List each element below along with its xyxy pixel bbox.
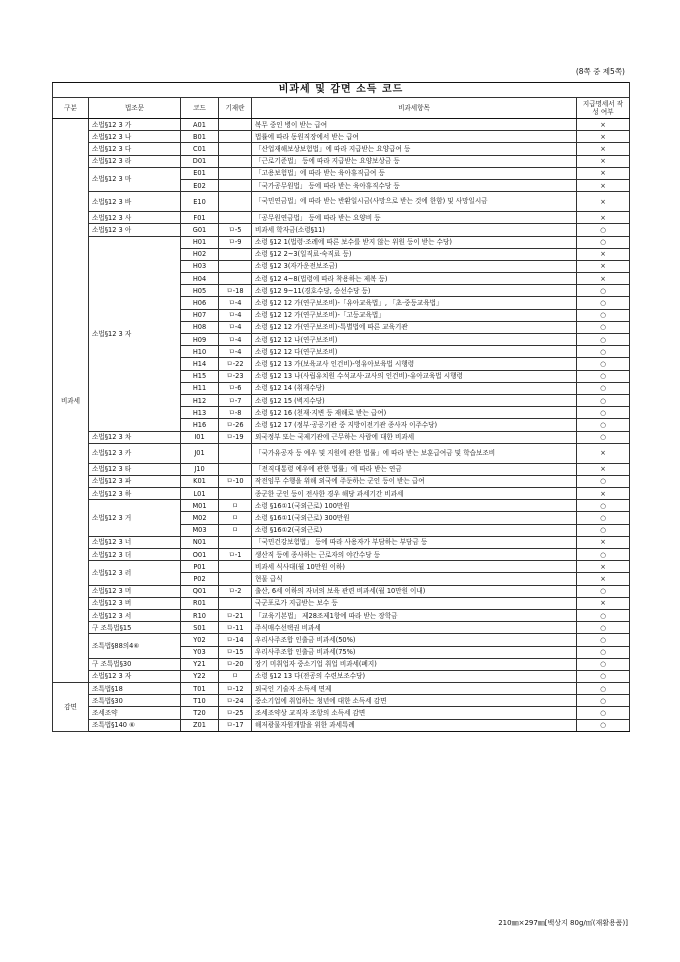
form-entry-cell: ㅁ — [219, 524, 252, 536]
form-entry-cell: ㅁ-6 — [219, 382, 252, 394]
form-entry-cell: ㅁ-9 — [219, 236, 252, 248]
form-entry-cell — [219, 248, 252, 260]
code-cell: H15 — [181, 370, 219, 382]
law-cell: 소법§12 3 차 — [89, 431, 181, 443]
form-entry-cell: ㅁ-11 — [219, 622, 252, 634]
code-cell: H13 — [181, 407, 219, 419]
law-cell: 소법§12 3 아 — [89, 224, 181, 236]
table-title: 비과세 및 감면 소득 코드 — [53, 83, 630, 98]
code-cell: H06 — [181, 297, 219, 309]
code-cell: C01 — [181, 143, 219, 155]
report-cell: ○ — [577, 524, 630, 536]
code-cell: Q01 — [181, 585, 219, 597]
code-cell: K01 — [181, 475, 219, 487]
item-cell: 소령 §12 12 가(연구보조비)-「고등교육법」 — [252, 309, 577, 321]
form-entry-cell: ㅁ-21 — [219, 609, 252, 621]
item-cell: 소령 §12 4~8(법령에 따라 착용하는 제복 등) — [252, 273, 577, 285]
table-row — [53, 431, 630, 443]
code-cell: E02 — [181, 179, 219, 191]
law-cell: 소법§12 3 바 — [89, 192, 181, 212]
item-cell: 외국인 기술자 소득세 면제 — [252, 683, 577, 695]
table-row — [53, 683, 630, 695]
table-row — [53, 597, 630, 609]
item-cell: 비과세 학자금(소령§11) — [252, 224, 577, 236]
form-entry-cell: ㅁ-4 — [219, 309, 252, 321]
report-cell: × — [577, 179, 630, 191]
code-cell: Y03 — [181, 646, 219, 658]
code-cell: H14 — [181, 358, 219, 370]
report-cell: ○ — [577, 609, 630, 621]
item-cell: 「국민연금법」에 따라 받는 반환일시금(사망으로 받는 것에 한함) 및 사망일시금 — [252, 192, 577, 212]
form-entry-cell: ㅁ-17 — [219, 719, 252, 731]
code-cell: F01 — [181, 212, 219, 224]
table-row — [53, 143, 630, 155]
report-cell: × — [577, 463, 630, 475]
form-entry-cell: ㅁ-18 — [219, 285, 252, 297]
category-cell: 감면 — [53, 683, 89, 732]
law-cell: 소법§12 3 버 — [89, 597, 181, 609]
item-cell: 생산직 등에 종사하는 근로자의 야간수당 등 — [252, 549, 577, 561]
report-cell: ○ — [577, 297, 630, 309]
code-cell: T20 — [181, 707, 219, 719]
report-cell: ○ — [577, 683, 630, 695]
form-entry-cell — [219, 179, 252, 191]
law-cell: 소법§12 3 서 — [89, 609, 181, 621]
item-cell: 소령 §12 2~3(일직료·숙직료 등) — [252, 248, 577, 260]
law-cell: 소법§12 3 파 — [89, 475, 181, 487]
category-cell: 비과세 — [53, 119, 89, 683]
report-cell: ○ — [577, 346, 630, 358]
report-cell: × — [577, 536, 630, 548]
form-entry-cell: ㅁ-4 — [219, 321, 252, 333]
form-entry-cell: ㅁ-2 — [219, 585, 252, 597]
law-cell: 소법§12 3 자 — [89, 236, 181, 431]
report-cell: × — [577, 212, 630, 224]
code-cell: H07 — [181, 309, 219, 321]
form-entry-cell — [219, 488, 252, 500]
code-cell: G01 — [181, 224, 219, 236]
table-row — [53, 119, 630, 131]
table-row — [53, 561, 630, 573]
item-cell: 소령 §12 13 다(전공의 수련보조수당) — [252, 670, 577, 682]
item-cell: 소령 §16①1(국외근로) 300만원 — [252, 512, 577, 524]
law-cell: 소법§12 3 자 — [89, 670, 181, 682]
footer-note: 210㎜×297㎜[백상지 80g/㎡(재활용품)] — [498, 919, 628, 927]
table-row — [53, 500, 630, 512]
report-cell: ○ — [577, 358, 630, 370]
code-cell: B01 — [181, 131, 219, 143]
item-cell: 주식매수선택권 비과세 — [252, 622, 577, 634]
header-report: 지급명세서 작성 여부 — [577, 98, 630, 119]
law-cell: 소법§12 3 너 — [89, 536, 181, 548]
law-cell: 조세조약 — [89, 707, 181, 719]
code-cell: A01 — [181, 119, 219, 131]
report-cell: ○ — [577, 475, 630, 487]
form-entry-cell — [219, 212, 252, 224]
table-row — [53, 192, 630, 212]
item-cell: 우리사주조합 인출금 비과세(50%) — [252, 634, 577, 646]
law-cell: 구 조특법§15 — [89, 622, 181, 634]
code-cell: Y02 — [181, 634, 219, 646]
form-entry-cell — [219, 463, 252, 475]
report-cell: ○ — [577, 670, 630, 682]
form-entry-cell: ㅁ — [219, 500, 252, 512]
report-cell: ○ — [577, 500, 630, 512]
code-cell: H01 — [181, 236, 219, 248]
report-cell: × — [577, 273, 630, 285]
form-entry-cell: ㅁ-12 — [219, 683, 252, 695]
item-cell: 소령 §12 9~11(경호수당, 승선수당 등) — [252, 285, 577, 297]
law-cell: 조특법§88의4⑥ — [89, 634, 181, 658]
item-cell: 해저광물자원개발을 위한 과세특례 — [252, 719, 577, 731]
item-cell: 소령 §12 12 다(연구보조비) — [252, 346, 577, 358]
item-cell: 「국민건강보험법」 등에 따라 사용자가 부담하는 부담금 등 — [252, 536, 577, 548]
tax-code-table — [52, 82, 630, 732]
form-entry-cell: ㅁ-22 — [219, 358, 252, 370]
item-cell: 종군한 군인 등이 전사한 경우 해당 과세기간 비과세 — [252, 488, 577, 500]
form-entry-cell — [219, 536, 252, 548]
code-cell: S01 — [181, 622, 219, 634]
law-cell: 구 조특법§30 — [89, 658, 181, 670]
code-cell: H10 — [181, 346, 219, 358]
report-cell: × — [577, 597, 630, 609]
item-cell: 작전임무 수행을 위해 외국에 주둔하는 군인 등이 받는 급여 — [252, 475, 577, 487]
report-cell: ○ — [577, 236, 630, 248]
item-cell: 「전직대통령 예우에 관한 법률」에 따라 받는 연금 — [252, 463, 577, 475]
law-cell: 조특법§18 — [89, 683, 181, 695]
code-cell: H09 — [181, 334, 219, 346]
law-cell: 소법§12 3 하 — [89, 488, 181, 500]
header-law: 법조문 — [89, 98, 181, 119]
form-entry-cell: ㅁ-7 — [219, 394, 252, 406]
law-cell: 소법§12 3 라 — [89, 155, 181, 167]
table-row — [53, 155, 630, 167]
form-entry-cell: ㅁ-10 — [219, 475, 252, 487]
item-cell: 복무 중인 병이 받는 급여 — [252, 119, 577, 131]
report-cell: ○ — [577, 370, 630, 382]
item-cell: 우리사주조합 인출금 비과세(75%) — [252, 646, 577, 658]
form-entry-cell: ㅁ — [219, 670, 252, 682]
form-entry-cell — [219, 573, 252, 585]
table-row — [53, 488, 630, 500]
code-cell: Y21 — [181, 658, 219, 670]
item-cell: 소령 §16①2(국외근로) — [252, 524, 577, 536]
item-cell: 법률에 따라 동원직장에서 받는 급여 — [252, 131, 577, 143]
item-cell: 「국가공무원법」 등에 따라 받는 육아휴직수당 등 — [252, 179, 577, 191]
item-cell: 국군포로가 지급받는 보수 등 — [252, 597, 577, 609]
report-cell: ○ — [577, 658, 630, 670]
item-cell: 현물 급식 — [252, 573, 577, 585]
report-cell: ○ — [577, 224, 630, 236]
form-entry-cell — [219, 119, 252, 131]
law-cell: 소법§12 3 머 — [89, 585, 181, 597]
form-entry-cell — [219, 167, 252, 179]
code-cell: I01 — [181, 431, 219, 443]
code-cell: H02 — [181, 248, 219, 260]
report-cell: ○ — [577, 512, 630, 524]
code-cell: H05 — [181, 285, 219, 297]
report-cell: ○ — [577, 585, 630, 597]
report-cell: ○ — [577, 382, 630, 394]
form-entry-cell — [219, 273, 252, 285]
table-row — [53, 167, 630, 179]
item-cell: 소령 §12 3(자가운전보조금) — [252, 260, 577, 272]
report-cell: × — [577, 119, 630, 131]
item-cell: 소령 §12 15 (벽지수당) — [252, 394, 577, 406]
table-row — [53, 670, 630, 682]
table-row — [53, 536, 630, 548]
page-number: (8쪽 중 제5쪽) — [575, 67, 625, 76]
code-cell: R01 — [181, 597, 219, 609]
law-cell: 소법§12 3 다 — [89, 143, 181, 155]
table-row — [53, 463, 630, 475]
code-cell: H16 — [181, 419, 219, 431]
law-cell: 소법§12 3 가 — [89, 119, 181, 131]
form-entry-cell — [219, 561, 252, 573]
code-cell: P01 — [181, 561, 219, 573]
report-cell: ○ — [577, 634, 630, 646]
form-entry-cell — [219, 143, 252, 155]
form-entry-cell: ㅁ-26 — [219, 419, 252, 431]
code-cell: H03 — [181, 260, 219, 272]
code-cell: H04 — [181, 273, 219, 285]
form-entry-cell: ㅁ-4 — [219, 334, 252, 346]
table-row — [53, 212, 630, 224]
item-cell: 「공무원연금법」 등에 따라 받는 요양비 등 — [252, 212, 577, 224]
form-entry-cell — [219, 260, 252, 272]
form-entry-cell: ㅁ-23 — [219, 370, 252, 382]
table-row — [53, 719, 630, 731]
header-code: 코드 — [181, 98, 219, 119]
report-cell: ○ — [577, 431, 630, 443]
form-entry-cell: ㅁ-4 — [219, 297, 252, 309]
report-cell: × — [577, 561, 630, 573]
item-cell: 「고용보험법」에 따라 받는 육아휴직급여 등 — [252, 167, 577, 179]
form-entry-cell — [219, 192, 252, 212]
form-entry-cell: ㅁ-1 — [219, 549, 252, 561]
item-cell: 중소기업에 취업하는 청년에 대한 소득세 감면 — [252, 695, 577, 707]
report-cell: ○ — [577, 646, 630, 658]
report-cell: ○ — [577, 549, 630, 561]
item-cell: 「국가유공자 등 예우 및 지원에 관한 법률」에 따라 받는 보훈급여금 및 학습보조비 — [252, 443, 577, 463]
code-cell: Y22 — [181, 670, 219, 682]
report-cell: ○ — [577, 719, 630, 731]
report-cell: ○ — [577, 695, 630, 707]
form-entry-cell: ㅁ-25 — [219, 707, 252, 719]
form-entry-cell: ㅁ-5 — [219, 224, 252, 236]
report-cell: ○ — [577, 707, 630, 719]
item-cell: 조세조약상 교직자 조항의 소득세 감면 — [252, 707, 577, 719]
law-cell: 소법§12 3 카 — [89, 443, 181, 463]
item-cell: 소령 §12 1(법령·조례에 따른 보수를 받지 않는 위원 등이 받는 수당) — [252, 236, 577, 248]
table-row — [53, 695, 630, 707]
report-cell: × — [577, 155, 630, 167]
report-cell: × — [577, 248, 630, 260]
item-cell: 비과세 식사대(월 10만원 이하) — [252, 561, 577, 573]
item-cell: 소령 §12 12 가(연구보조비)-「유아교육법」, 「초·중등교육법」 — [252, 297, 577, 309]
table-row — [53, 585, 630, 597]
form-entry-cell: ㅁ — [219, 512, 252, 524]
table-row — [53, 658, 630, 670]
law-cell: 소법§12 3 사 — [89, 212, 181, 224]
item-cell: 소령 §16①1(국외근로) 100만원 — [252, 500, 577, 512]
table-row — [53, 475, 630, 487]
law-cell: 소법§12 3 나 — [89, 131, 181, 143]
item-cell: 「산업재해보상보험법」에 따라 지급받는 요양급여 등 — [252, 143, 577, 155]
law-cell: 조특법§140 ⑥ — [89, 719, 181, 731]
code-cell: H11 — [181, 382, 219, 394]
law-cell: 소법§12 3 러 — [89, 561, 181, 585]
form-entry-cell: ㅁ-20 — [219, 658, 252, 670]
report-cell: × — [577, 488, 630, 500]
code-cell: O01 — [181, 549, 219, 561]
code-cell: Z01 — [181, 719, 219, 731]
report-cell: ○ — [577, 309, 630, 321]
law-cell: 소법§12 3 타 — [89, 463, 181, 475]
item-cell: 소령 §12 16 (천재·지변 등 재해로 받는 급여) — [252, 407, 577, 419]
code-cell: M01 — [181, 500, 219, 512]
table-row — [53, 236, 630, 248]
item-cell: 소령 §12 12 나(연구보조비) — [252, 334, 577, 346]
code-cell: T01 — [181, 683, 219, 695]
item-cell: 소령 §12 13 나(사립유치원 수석교사·교사의 인건비)-유아교육법 시행령 — [252, 370, 577, 382]
form-entry-cell — [219, 597, 252, 609]
report-cell: ○ — [577, 285, 630, 297]
code-cell: P02 — [181, 573, 219, 585]
report-cell: ○ — [577, 334, 630, 346]
report-cell: × — [577, 131, 630, 143]
form-entry-cell: ㅁ-14 — [219, 634, 252, 646]
law-cell: 소법§12 3 더 — [89, 549, 181, 561]
code-cell: E01 — [181, 167, 219, 179]
table-body — [53, 119, 630, 732]
form-entry-cell — [219, 443, 252, 463]
header-category: 구분 — [53, 98, 89, 119]
item-cell: 「교육기본법」 제28조제1항에 따라 받는 장학금 — [252, 609, 577, 621]
item-cell: 소령 §12 14 (취재수당) — [252, 382, 577, 394]
report-cell: ○ — [577, 394, 630, 406]
report-cell: ○ — [577, 321, 630, 333]
report-cell: × — [577, 260, 630, 272]
law-cell: 조특법§30 — [89, 695, 181, 707]
report-cell: ○ — [577, 407, 630, 419]
form-entry-cell — [219, 131, 252, 143]
code-cell: N01 — [181, 536, 219, 548]
code-cell: M02 — [181, 512, 219, 524]
code-cell: H08 — [181, 321, 219, 333]
report-cell: × — [577, 573, 630, 585]
item-cell: 「근로기준법」 등에 따라 지급받는 요양보상금 등 — [252, 155, 577, 167]
code-cell: H12 — [181, 394, 219, 406]
code-cell: T10 — [181, 695, 219, 707]
form-entry-cell: ㅁ-19 — [219, 431, 252, 443]
code-cell: J10 — [181, 463, 219, 475]
form-entry-cell: ㅁ-24 — [219, 695, 252, 707]
table-row — [53, 634, 630, 646]
report-cell: × — [577, 167, 630, 179]
item-cell: 소령 §12 13 가(보육교사 인건비)-영유아보육법 시행령 — [252, 358, 577, 370]
item-cell: 장기 미취업자 중소기업 취업 비과세(폐지) — [252, 658, 577, 670]
report-cell: × — [577, 143, 630, 155]
table-row — [53, 224, 630, 236]
code-cell: R10 — [181, 609, 219, 621]
law-cell: 소법§12 3 거 — [89, 500, 181, 537]
report-cell: × — [577, 192, 630, 212]
law-cell: 소법§12 3 마 — [89, 167, 181, 191]
table-row — [53, 131, 630, 143]
form-entry-cell: ㅁ-4 — [219, 346, 252, 358]
item-cell: 소령 §12 12 가(연구보조비)-특별법에 따른 교육기관 — [252, 321, 577, 333]
code-cell: D01 — [181, 155, 219, 167]
table-row — [53, 609, 630, 621]
header-item: 비과세항목 — [252, 98, 577, 119]
table-row — [53, 443, 630, 463]
code-cell: M03 — [181, 524, 219, 536]
report-cell: × — [577, 443, 630, 463]
table-row — [53, 549, 630, 561]
code-cell: E10 — [181, 192, 219, 212]
code-cell: L01 — [181, 488, 219, 500]
form-entry-cell: ㅁ-15 — [219, 646, 252, 658]
table-row — [53, 622, 630, 634]
report-cell: ○ — [577, 622, 630, 634]
report-cell: ○ — [577, 419, 630, 431]
item-cell: 외국정부 또는 국제기관에 근무하는 사람에 대한 비과세 — [252, 431, 577, 443]
form-entry-cell — [219, 155, 252, 167]
form-entry-cell: ㅁ-8 — [219, 407, 252, 419]
header-form-entry: 기재란 — [219, 98, 252, 119]
item-cell: 출산, 6세 이하의 자녀의 보육 관련 비과세(월 10만원 이내) — [252, 585, 577, 597]
code-cell: J01 — [181, 443, 219, 463]
item-cell: 소령 §12 17 (정부·공공기관 중 지방이전기관 종사자 이주수당) — [252, 419, 577, 431]
table-row — [53, 707, 630, 719]
